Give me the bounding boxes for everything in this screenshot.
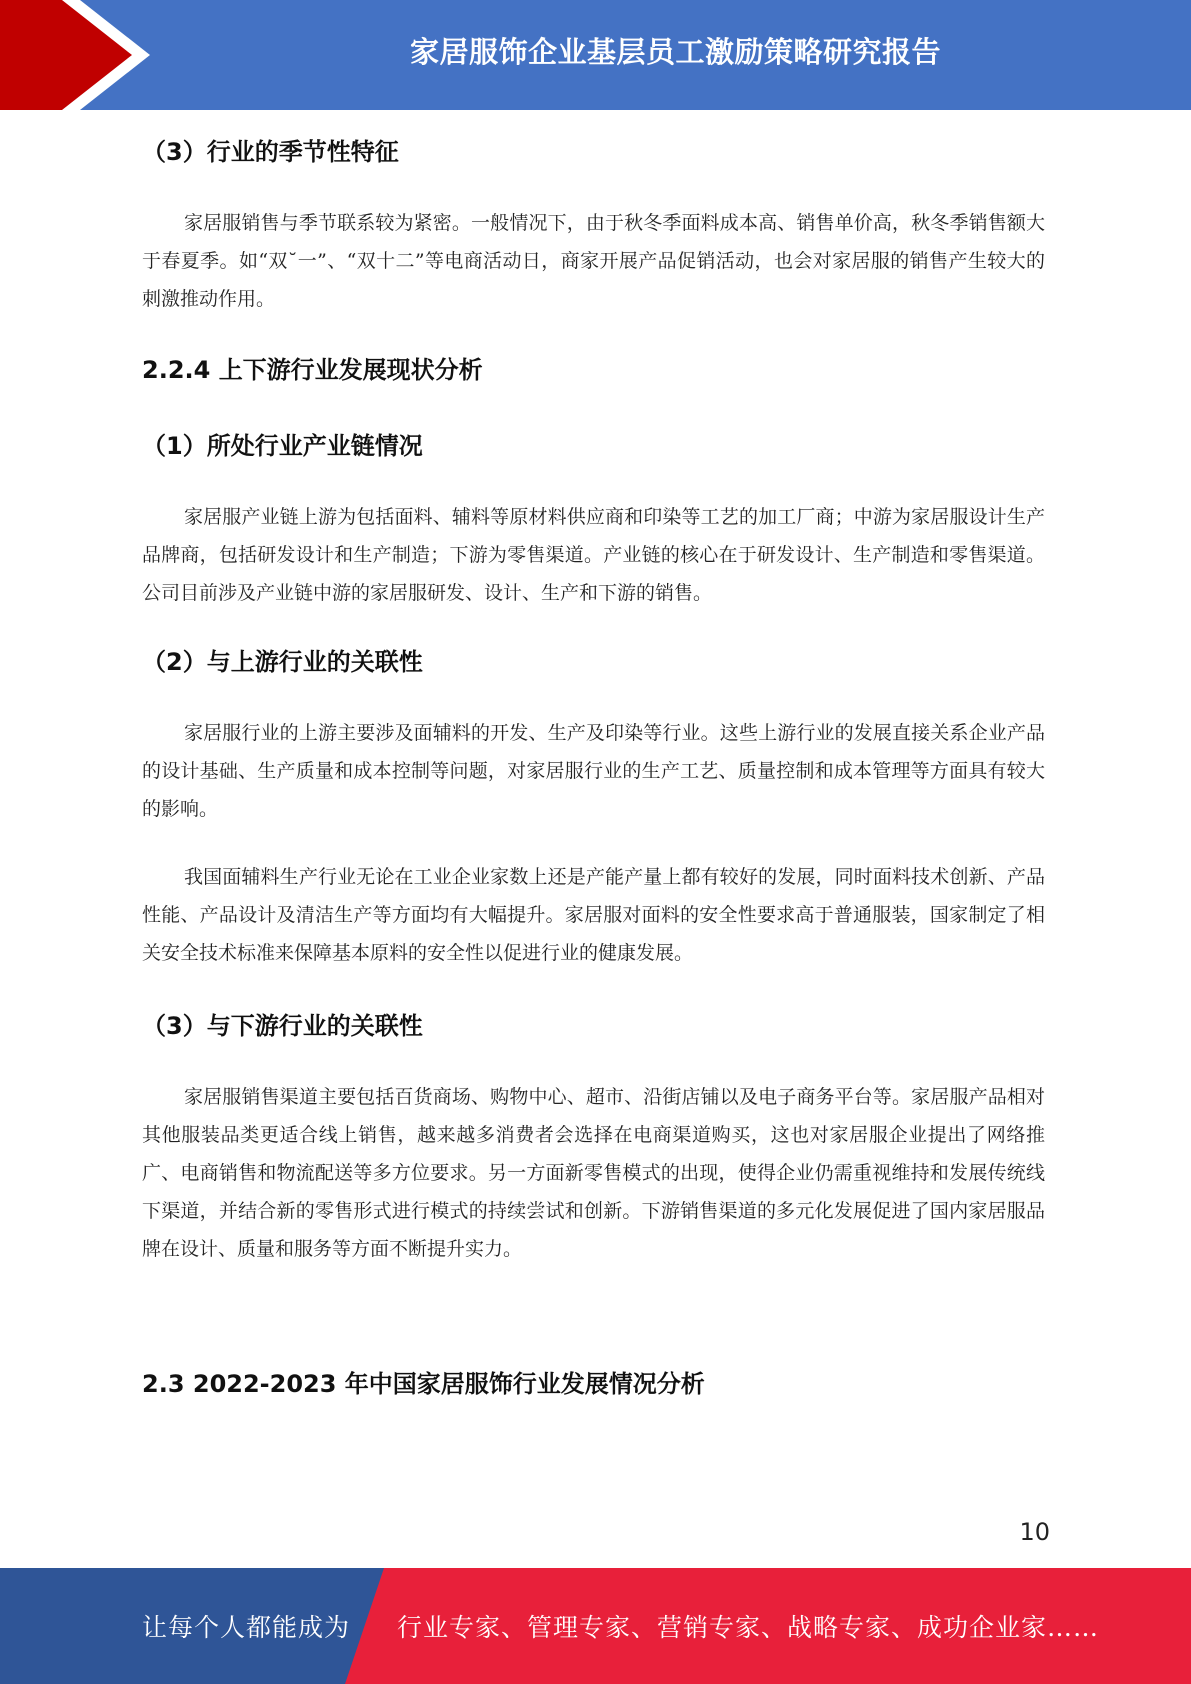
section-heading: （3）与下游行业的关联性	[142, 1012, 423, 1040]
page-footer	[0, 1568, 1191, 1684]
paragraph: 家居服销售与季节联系较为紧密。一般情况下，由于秋冬季面料成本高、销售单价高，秋冬季销售额大于春夏季。如“双˘一”、“双十二”等电商活动日，商家开展产品促销活动，也会对家居服的销售产生较大的刺激推动作用。	[142, 212, 1045, 310]
subsection-heading: 2.3 2022-2023 年中国家居服饰行业发展情况分析	[142, 1370, 705, 1398]
paragraph: 家居服产业链上游为包括面料、辅料等原材料供应商和印染等工艺的加工厂商；中游为家居服设计生产品牌商，包括研发设计和生产制造；下游为零售渠道。产业链的核心在于研发设计、生产制造和零售渠道。公司目前涉及产业链中游的家居服研发、设计、生产和下游的销售。	[142, 506, 1045, 604]
header-arrow-decoration	[0, 0, 160, 110]
paragraph: 家居服销售渠道主要包括百货商场、购物中心、超市、沿街店铺以及电子商务平台等。家居服产品相对其他服装品类更适合线上销售，越来越多消费者会选择在电商渠道购买，这也对家居服企业提出了网络推广、电商销售和物流配送等多方位要求。另一方面新零售模式的出现，使得企业仍需重视维持和发展传统线下渠道，并结合新的零售形式进行模式的持续尝试和创新。下游销售渠道的多元化发展促进了国内家居服品牌在设计、质量和服务等方面不断提升实力。	[142, 1086, 1045, 1260]
paragraph: 我国面辅料生产行业无论在工业企业家数上还是产能产量上都有较好的发展，同时面料技术创新、产品性能、产品设计及清洁生产等方面均有大幅提升。家居服对面料的安全性要求高于普通服装，国家制定了相关安全技术标准来保障基本原料的安全性以促进行业的健康发展。	[142, 866, 1045, 964]
page-header	[0, 0, 1191, 110]
footer-slogan-right: 行业专家、管理专家、营销专家、战略专家、成功企业家……	[397, 1613, 1100, 1642]
section-heading: （1）所处行业产业链情况	[142, 432, 423, 460]
paragraph: 家居服行业的上游主要涉及面辅料的开发、生产及印染等行业。这些上游行业的发展直接关系企业产品的设计基础、生产质量和成本控制等问题，对家居服行业的生产工艺、质量控制和成本管理等方面具有较大的影响。	[142, 722, 1045, 820]
page-number: 10	[1019, 1518, 1050, 1546]
section-heading: （3）行业的季节性特征	[142, 138, 399, 166]
section-heading: （2）与上游行业的关联性	[142, 648, 423, 676]
report-title: 家居服饰企业基层员工激励策略研究报告	[409, 34, 941, 69]
footer-slogan-left: 让每个人都能成为	[142, 1613, 351, 1642]
subsection-heading: 2.2.4 上下游行业发展现状分析	[142, 356, 483, 384]
